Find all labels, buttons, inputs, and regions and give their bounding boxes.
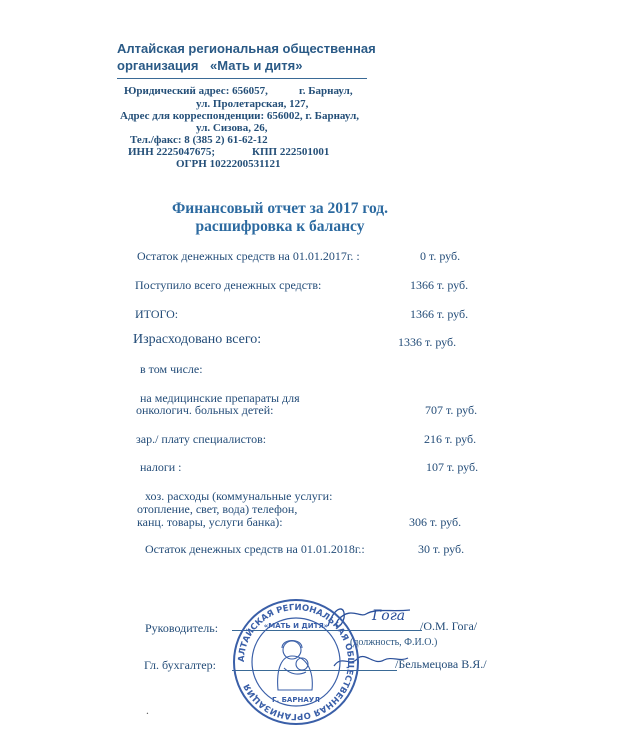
- balance-start-label: Остаток денежных средств на 01.01.2017г. :: [137, 249, 360, 263]
- head-caption: (должность, Ф.И.О.): [350, 637, 438, 648]
- stamp-ring-text: АЛТАЙСКАЯ РЕГИОНАЛЬНАЯ ОБЩЕСТВЕННАЯ ОРГАНИЗАЦИЯ: [236, 602, 356, 722]
- org-name-line2a: организация: [117, 58, 199, 73]
- organization-stamp: [232, 598, 360, 726]
- including-label: в том числе:: [140, 362, 203, 376]
- correspondence-street: ул. Сизова, 26,: [196, 122, 268, 134]
- kpp: КПП 222501001: [252, 146, 330, 158]
- medicine-label-line2: онкологич. больных детей:: [136, 403, 274, 417]
- balance-end-value: 30 т. руб.: [418, 542, 465, 556]
- report-title: Финансовый отчет за 2017 год.: [171, 200, 389, 217]
- spent-value: 1336 т. руб.: [398, 335, 457, 349]
- org-name-line2b: «Мать и дитя»: [210, 58, 303, 73]
- spent-label: Израсходовано всего:: [133, 332, 262, 347]
- stamp-center-text: «МАТЬ И ДИТЯ»: [263, 622, 329, 630]
- madonna-icon: [278, 641, 313, 691]
- scan-dot: .: [146, 705, 149, 717]
- household-label-line1: хоз. расходы (коммунальные услуги:: [145, 489, 333, 503]
- accountant-name: /Бельмецова В.Я./: [395, 657, 487, 671]
- taxes-label: налоги :: [140, 460, 182, 474]
- report-subtitle: расшифровка к балансу: [195, 218, 365, 235]
- legal-street: ул. Пролетарская, 127,: [196, 98, 309, 110]
- legal-address: Юридический адрес: 656057,: [124, 85, 268, 97]
- medicine-label-line1: на медицинские препараты для: [140, 391, 300, 405]
- head-label: Руководитель:: [145, 621, 219, 635]
- accountant-label: Гл. бухгалтер:: [144, 658, 216, 672]
- ogrn: ОГРН 1022200531121: [176, 158, 281, 170]
- salary-label: зар./ плату специалистов:: [136, 432, 267, 446]
- stamp-city: Г. БАРНАУЛ: [272, 696, 320, 704]
- head-name: /О.М. Гога/: [420, 619, 478, 633]
- total-label: ИТОГО:: [135, 307, 179, 321]
- header-divider: [117, 78, 367, 79]
- correspondence-address: Адрес для корреспонденции: 656002, г. Барнаул,: [120, 110, 359, 122]
- balance-start-value: 0 т. руб.: [420, 249, 461, 263]
- household-label-line2: отопление, свет, вода) телефон,: [137, 502, 298, 516]
- taxes-value: 107 т. руб.: [426, 460, 479, 474]
- legal-city: г. Барнаул,: [299, 85, 353, 97]
- inn: ИНН 2225047675;: [128, 146, 216, 158]
- medicine-value: 707 т. руб.: [425, 403, 478, 417]
- balance-end-label: Остаток денежных средств на 01.01.2018г.:: [145, 542, 365, 556]
- org-name-line1: Алтайская региональная общественная: [117, 41, 376, 56]
- received-label: Поступило всего денежных средств:: [135, 278, 322, 292]
- signature-handwriting: Гога: [372, 608, 406, 624]
- received-value: 1366 т. руб.: [410, 278, 469, 292]
- phone-fax: Тел./факс: 8 (385 2) 61-62-12: [130, 134, 268, 146]
- household-value: 306 т. руб.: [409, 515, 462, 529]
- household-label-line3: канц. товары, услуги банка):: [137, 515, 283, 529]
- salary-value: 216 т. руб.: [424, 432, 477, 446]
- total-value: 1366 т. руб.: [410, 307, 469, 321]
